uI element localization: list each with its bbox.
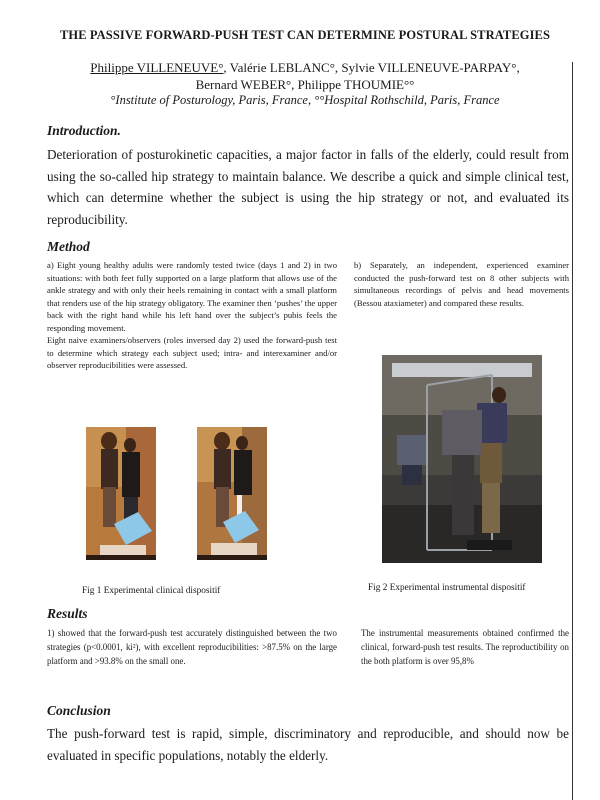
- results-left: 1) showed that the forward-push test accurately distinguished between the two strategies (p<0.0001, ki²), with excellent reproducibilities: >87.5% on the large platform and >93.8% on the small one.: [47, 628, 337, 666]
- co-authors-line1: , Valérie LEBLANC°, Sylvie VILLENEUVE-PARPAY°,: [223, 60, 520, 75]
- author-list: [40, 59, 570, 93]
- affiliations: °Institute of Posturology, Paris, France, °°Hospital Rothschild, Paris, France: [110, 93, 500, 107]
- method-part-a-observers: Eight naive examiners/observers (roles inversed day 2) used the forward-push test to determine which strategy each subject used; intra- and interexaminer and/or observer reproducibilities were assessed.: [47, 335, 337, 370]
- method-part-b: b) Separately, an independent, experienced examiner conducted the push-forward test on 8 other subjects with simultaneous recordings of pelvis and head movements (Bessou ataxiameter) and compared these results.: [354, 260, 569, 308]
- results-heading: Results: [47, 606, 88, 621]
- paper-title: THE PASSIVE FORWARD-PUSH TEST CAN DETERMINE POSTURAL STRATEGIES: [59, 28, 551, 42]
- co-authors-line2: Bernard WEBER°, Philippe THOUMIE°°: [195, 77, 415, 92]
- fig2-photo-instrumented: [382, 355, 542, 563]
- conclusion-text: The push-forward test is rapid, simple, discriminatory and reproducible, and should now be evaluated in specific populations, notably the elderly.: [47, 726, 569, 763]
- results-right: The instrumental measurements obtained confirmed the clinical, forward-push test results. The reproductibility on the both platform is over 95,8%: [361, 628, 569, 666]
- first-author: Philippe VILLENEUVE°: [90, 60, 224, 75]
- method-heading: Method: [47, 239, 90, 254]
- method-part-a-text: a) Eight young healthy adults were randomly tested twice (days 1 and 2) in two situations: with both feet fully supported on a large platform that allows use of the ankle strategy and with only their heels remaining in contact with a small platform that renders use of the hip strategy obligatory. The examiner then ‘pushes’ the upper back with the right hand while his left hand over the subject’s pubis feels the responding movement.: [47, 260, 337, 333]
- introduction-heading: Introduction.: [47, 123, 121, 138]
- fig1-photo-large-platform: [86, 427, 156, 560]
- fig1-photo-small-platform: [197, 427, 267, 560]
- fig1-caption: Fig 1 Experimental clinical dispositif: [82, 586, 221, 596]
- conclusion-heading: Conclusion: [47, 703, 111, 718]
- method-part-a: [47, 259, 337, 372]
- introduction-text: Deterioration of posturokinetic capacities, a major factor in falls of the elderly, could result from using the so-called hip strategy to maintain balance. We describe a quick and simple clinical test, which can determine whether the subject is using the hip strategy or not, and evaluated its reproducibility.: [47, 147, 569, 227]
- fig2-caption: Fig 2 Experimental instrumental dispositif: [368, 583, 526, 593]
- page-rule: [572, 62, 573, 800]
